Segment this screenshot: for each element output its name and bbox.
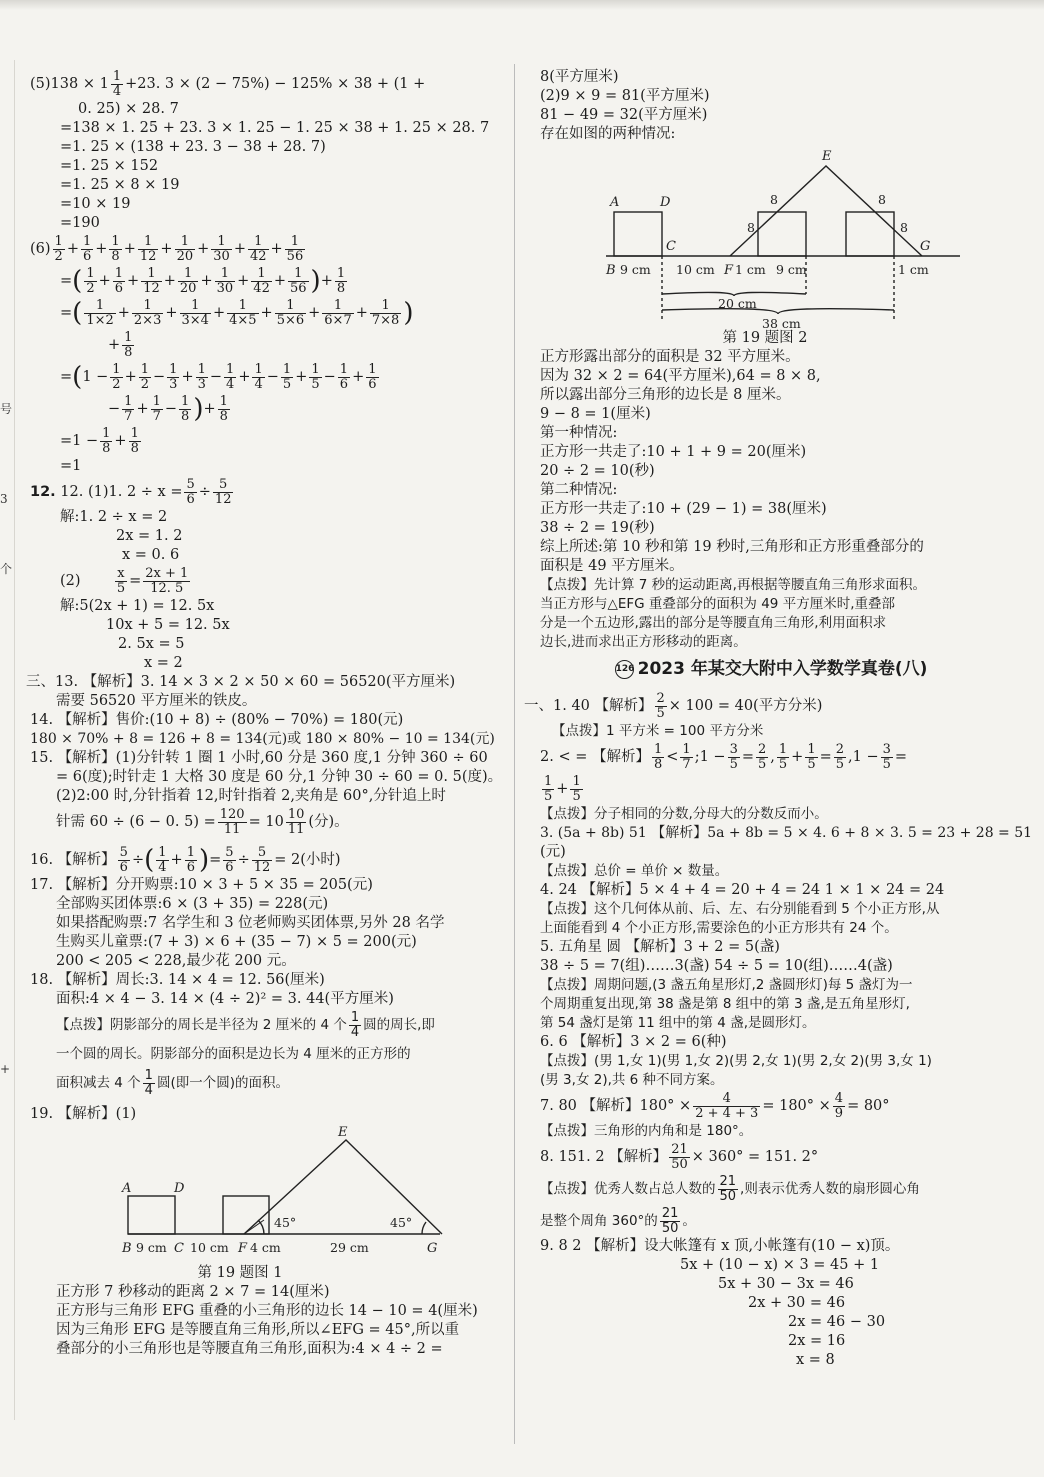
q12-line: 解:1. 2 ÷ x = 2 — [60, 509, 168, 525]
q12-line: 解:5(2x + 1) = 12. 5x — [60, 598, 215, 614]
r-line: (2)9 × 9 = 81(平方厘米) — [540, 88, 710, 104]
tip-line: 【点拨】先计算 7 秒的运动距离,再根据等腰直角三角形求面积。 — [540, 577, 926, 593]
r-line: 第一种情况: — [540, 425, 618, 441]
side-8: 8 — [900, 220, 908, 235]
q16-line: 16. 【解析】 $\frac{5}{6}$ ÷( $\frac{1}{4}$ + $\frac{1}{6}$ )= $\frac{5}{6}$ ÷ $\frac{5}{12}$ = 2(小时) — [30, 844, 341, 875]
a9-line: 5x + 30 − 3x = 46 — [718, 1276, 854, 1292]
edge-mark: 个 — [0, 562, 13, 576]
edge-mark: + — [0, 1062, 11, 1076]
r-line: 所以露出部分三角形的边长是 8 厘米。 — [540, 387, 791, 403]
r-line: 存在如图的两种情况: — [540, 126, 676, 142]
r-line: 9 − 8 = 1(厘米) — [540, 406, 651, 422]
len-g1: 1 cm — [898, 262, 929, 277]
q17-line: 生购买儿童票:(7 + 3) × 6 + (35 − 7) × 5 = 200(元) — [56, 934, 417, 950]
figure-caption: 第 19 题图 1 — [197, 1265, 283, 1281]
column-divider — [514, 64, 515, 1444]
tip-line: 当正方形与△EFG 重叠部分的面积为 49 平方厘米时,重叠部 — [540, 596, 895, 612]
label-F: F — [724, 263, 734, 278]
side-8: 8 — [878, 192, 886, 207]
edge-mark: 号 — [0, 402, 13, 416]
a4-line: 4. 24 【解析】5 × 4 + 4 = 20 + 4 = 24 1 × 1 × 24 = 24 — [540, 882, 945, 898]
eq-line: =(1 − $\frac{1}{2}$ + $\frac{1}{2}$ − $\frac{1}{3}$ + $\frac{1}{3}$ − $\frac{1}{4}$ + $\frac{1}{4}$ − $\frac{1}{5}$ + $\frac{1}{5}$ − $\frac{1}{6}$ + $\frac{1}{6}$ — [60, 361, 377, 392]
eq-line: (5)138 × 1 $\frac{1}{4}$ +23. 3 × (2 − 75%) − 125% × 38 + (1 + — [30, 68, 426, 99]
r-line: 20 ÷ 2 = 10(秒) — [540, 463, 655, 479]
eq-line: =1. 25 × 152 — [60, 158, 159, 174]
label-C: C — [666, 239, 676, 254]
q18-line: 18. 【解析】周长:3. 14 × 4 = 12. 56(厘米) — [30, 972, 325, 988]
q12-line: (2) $\frac{x}{5}$ = $\frac{2x + 1}{12. 5}$ — [60, 565, 189, 596]
eq-line: =( $\frac{1}{2}$ + $\frac{1}{6}$ + $\frac{1}{12}$ + $\frac{1}{20}$ + $\frac{1}{30}$ + $\frac{1}{42}$ + $\frac{1}{56}$ )+ $\frac{1}{8}$ — [60, 265, 346, 296]
dist-38: 38 cm — [762, 316, 801, 329]
angle-g: 45° — [390, 1215, 413, 1230]
a5-line: 38 ÷ 5 = 7(组)……3(盏) 54 ÷ 5 = 10(组)……4(盏) — [540, 958, 893, 974]
len-9: 9 cm — [776, 262, 807, 277]
len-f4: 4 cm — [250, 1240, 281, 1255]
tip-line: 边长,进而求出正方形移动的距离。 — [540, 634, 747, 650]
figure-2 — [540, 144, 990, 329]
edge-mark: 3 — [0, 492, 8, 506]
q19-line: 正方形 7 秒移动的距离 2 × 7 = 14(厘米) — [56, 1284, 330, 1300]
a2-line: $\frac{1}{5}$ + $\frac{1}{5}$ — [544, 773, 581, 804]
dist-20: 20 cm — [718, 296, 757, 311]
a6-line: 6. 6 【解析】3 × 2 = 6(种) — [540, 1034, 727, 1050]
r-line: 8(平方厘米) — [540, 69, 619, 85]
page-top-shadow — [0, 0, 1044, 10]
r-line: 面积是 49 平方厘米。 — [540, 558, 684, 574]
q15-line: (2)2:00 时,分针指着 12,时针指着 2,夹角是 60°,分针追上时 — [56, 788, 446, 804]
section-number: 126 — [615, 660, 634, 679]
tip-line: 上面能看到 4 个小正方形,需要涂色的小正方形共有 24 个。 — [540, 920, 898, 936]
tip-line: (男 3,女 2),共 6 种不同方案。 — [540, 1072, 724, 1088]
r-line: 正方形露出部分的面积是 32 平方厘米。 — [540, 349, 800, 365]
r-line: 第二种情况: — [540, 482, 618, 498]
label-G: G — [427, 1241, 438, 1256]
tip-line: 【点拨】三角形的内角和是 180°。 — [540, 1123, 753, 1139]
left-column — [26, 68, 508, 1359]
side-8: 8 — [770, 192, 778, 207]
r-line: 因为 32 × 2 = 64(平方厘米),64 = 8 × 8, — [540, 368, 821, 384]
eq-line: =1 — [60, 458, 82, 474]
len-fg: 29 cm — [330, 1240, 369, 1255]
q15-line: 15. 【解析】(1)分针转 1 圈 1 小时,60 分是 360 度,1 分钟 360 ÷ 60 — [30, 750, 488, 766]
label-A: A — [610, 195, 620, 210]
eq-line: =1 − $\frac{1}{8}$ + $\frac{1}{8}$ — [60, 425, 139, 456]
q17-line: 17. 【解析】分开购票:10 × 3 + 5 × 35 = 205(元) — [30, 877, 373, 893]
a9-line: x = 8 — [796, 1352, 835, 1368]
tip-line: 【点拨】优秀人数占总人数的 $\frac{21}{50}$ ,则表示优秀人数的扇形圆心角 — [540, 1173, 920, 1204]
q13-line: 三、13. 【解析】3. 14 × 3 × 2 × 50 × 60 = 56520(平方厘米) — [26, 674, 456, 690]
q15-line: = 6(度);时针走 1 大格 30 度是 60 分,1 分钟 30 ÷ 60 = 0. 5(度)。 — [56, 769, 503, 785]
eq-line: + $\frac{1}{8}$ — [108, 329, 133, 360]
tip-line: 【点拨】分子相同的分数,分母大的分数反而小。 — [540, 806, 828, 822]
a5-line: 5. 五角星 圆 【解析】3 + 2 = 5(盏) — [540, 939, 780, 955]
eq-line: =190 — [60, 215, 100, 231]
eq-line: 0. 25) × 28. 7 — [78, 101, 179, 117]
tip-line: 个周期重复出现,第 38 盏是第 8 组中的第 3 盏,是五角星形灯, — [540, 996, 910, 1012]
q12-line: 10x + 5 = 12. 5x — [106, 617, 230, 633]
label-C: C — [174, 1241, 184, 1256]
a9-line: 9. 8 2 【解析】设大帐篷有 x 顶,小帐篷有(10 − x)顶。 — [540, 1238, 900, 1254]
eq-line: − $\frac{1}{7}$ + $\frac{1}{7}$ − $\frac{1}{8}$ )+ $\frac{1}{8}$ — [108, 393, 228, 424]
a9-line: 2x + 30 = 46 — [748, 1295, 846, 1311]
label-A: A — [122, 1181, 132, 1196]
q19-line: 因为三角形 EFG 是等腰直角三角形,所以∠EFG = 45°,所以重 — [56, 1322, 460, 1338]
q17-line: 全部购买团体票:6 × (3 + 35) = 228(元) — [56, 896, 329, 912]
label-E: E — [338, 1125, 348, 1140]
len-cf: 10 cm — [190, 1240, 229, 1255]
r-line: 正方形一共走了:10 + (29 − 1) = 38(厘米) — [540, 501, 827, 517]
tip-line: 【点拨】这个几何体从前、后、左、右分别能看到 5 个小正方形,从 — [540, 901, 940, 917]
tip-line: 【点拨】(男 1,女 1)(男 1,女 2)(男 2,女 1)(男 2,女 2)(男 3,女 1) — [540, 1053, 932, 1069]
q19-line: 正方形与三角形 EFG 重叠的小三角形的边长 14 − 10 = 4(厘米) — [56, 1303, 478, 1319]
section-title: 126 2023 年某交大附中入学数学真卷(八) — [615, 659, 928, 679]
tip-line: 【点拨】周期问题,(3 盏五角星形灯,2 盏圆形灯)每 5 盏灯为一 — [540, 977, 913, 993]
a1-line: 一、1. 40 【解析】 $\frac{2}{5}$ × 100 = 40(平方分米) — [524, 690, 823, 721]
q14-line: 180 × 70% + 8 = 126 + 8 = 134(元)或 180 × 80% − 10 = 134(元) — [30, 731, 495, 747]
figure-caption: 第 19 题图 2 — [722, 330, 808, 346]
q12-line: 12. 12. (1)1. 2 ÷ x = $\frac{5}{6}$ ÷ $\frac{5}{12}$ — [30, 476, 232, 507]
r-line: 38 ÷ 2 = 19(秒) — [540, 520, 655, 536]
q13-line: 需要 56520 平方厘米的铁皮。 — [56, 693, 257, 709]
eq-line: =( $\frac{1}{1\times 2}$ + $\frac{1}{2\times 3}$ + $\frac{1}{3\times 4}$ + $\frac{1}{4\times 5}$ + $\frac{1}{5\times 6}$ + $\frac{1}{6\times 7}$ + $\frac{1}{7\times 8}$ ) — [60, 297, 414, 328]
eq-line: =138 × 1. 25 + 23. 3 × 1. 25 − 1. 25 × 38 + 1. 25 × 28. 7 — [60, 120, 490, 136]
tip-line: 是整个周角 360°的 $\frac{21}{50}$ 。 — [540, 1205, 696, 1236]
eq-line: (6) $\frac{1}{2}$ + $\frac{1}{6}$ + $\frac{1}{8}$ + $\frac{1}{12}$ + $\frac{1}{20}$ + $\frac{1}{30}$ + $\frac{1}{42}$ + $\frac{1}{56}$ — [30, 233, 304, 264]
q18-line: 面积减去 4 个 $\frac{1}{4}$ 圆(即一个圆)的面积。 — [56, 1067, 289, 1098]
side-8: 8 — [747, 220, 755, 235]
q18-line: 一个圆的周长。阴影部分的面积是边长为 4 厘米的正方形的 — [56, 1046, 411, 1062]
tip-line: 【点拨】1 平方米 = 100 平方分米 — [552, 723, 764, 739]
len-f1: 1 cm — [735, 262, 766, 277]
left-binding-edge — [0, 60, 15, 1420]
q19-line: 叠部分的小三角形也是等腰直角三角形,面积为:4 × 4 ÷ 2 = — [56, 1341, 443, 1357]
tip-line: 分是一个五边形,露出的部分是等腰直角三角形,利用面积求 — [540, 615, 887, 631]
a9-line: 5x + (10 − x) × 3 = 45 + 1 — [680, 1257, 880, 1273]
label-E: E — [822, 149, 832, 164]
a7-line: 7. 80 【解析】180° × $\frac{4}{2 + 4 + 3}$ = 180° × $\frac{4}{9}$ = 80° — [540, 1090, 890, 1121]
r-line: 综上所述:第 10 秒和第 19 秒时,三角形和正方形重叠部分的 — [540, 539, 924, 555]
eq-line: =1. 25 × 8 × 19 — [60, 177, 180, 193]
label-D: D — [174, 1181, 185, 1196]
q12-line: 2x = 1. 2 — [116, 528, 183, 544]
q17-line: 如果搭配购票:7 名学生和 3 位老师购买团体票,另外 28 名学 — [56, 915, 445, 931]
a2-line: 2. < = 【解析】 $\frac{1}{8}$ < $\frac{1}{7}$ ;1 − $\frac{3}{5}$ = $\frac{2}{5}$ , $\frac{1}{5}$ + $\frac{1}{5}$ = $\frac{2}{5}$ ,1 − $\frac{3}{5}$ = — [540, 741, 908, 772]
a3-line: (元) — [540, 844, 566, 860]
a9-line: 2x = 16 — [788, 1333, 846, 1349]
q12-line: x = 2 — [144, 655, 183, 671]
angle-f: 45° — [274, 1215, 297, 1230]
label-G: G — [920, 239, 931, 254]
r-line: 81 − 49 = 32(平方厘米) — [540, 107, 708, 123]
right-column — [524, 68, 1033, 1370]
tip-line: 第 54 盏灯是第 11 组中的第 4 盏,是圆形灯。 — [540, 1015, 816, 1031]
figure-1 — [30, 1124, 450, 1264]
eq-line: =1. 25 × (138 + 23. 3 − 38 + 28. 7) — [60, 139, 326, 155]
a8-line: 8. 151. 2 【解析】 $\frac{21}{50}$ × 360° = 151. 2° — [540, 1141, 819, 1172]
q14-line: 14. 【解析】售价:(10 + 8) ÷ (80% − 70%) = 180(元) — [30, 712, 404, 728]
q12-line: 2. 5x = 5 — [118, 636, 185, 652]
q18-line: 面积:4 × 4 − 3. 14 × (4 ÷ 2)² = 3. 44(平方厘米) — [56, 991, 394, 1007]
label-F: F — [238, 1241, 248, 1256]
label-B: B — [122, 1241, 132, 1256]
label-D: D — [660, 195, 671, 210]
len-bc: 9 cm — [136, 1240, 167, 1255]
a3-line: 3. (5a + 8b) 51 【解析】5a + 8b = 5 × 4. 6 + 8 × 3. 5 = 23 + 28 = 51 — [540, 825, 1033, 841]
len-bc: 9 cm — [620, 262, 651, 277]
q18-line: 【点拨】阴影部分的周长是半径为 2 厘米的 4 个 $\frac{1}{4}$ 圆的周长,即 — [56, 1009, 435, 1040]
tip-line: 【点拨】总价 = 单价 × 数量。 — [540, 863, 729, 879]
eq-line: =10 × 19 — [60, 196, 131, 212]
q15-line: 针需 60 ÷ (6 − 0. 5) = $\frac{120}{11}$ = 10 $\frac{10}{11}$ (分)。 — [56, 806, 349, 837]
r-line: 正方形一共走了:10 + 1 + 9 = 20(厘米) — [540, 444, 807, 460]
q19-line: 19. 【解析】(1) — [30, 1106, 137, 1122]
len-cf: 10 cm — [676, 262, 715, 277]
a9-line: 2x = 46 − 30 — [788, 1314, 886, 1330]
q17-line: 200 < 205 < 228,最少花 200 元。 — [56, 953, 296, 969]
q12-line: x = 0. 6 — [122, 547, 180, 563]
label-B: B — [606, 263, 616, 278]
